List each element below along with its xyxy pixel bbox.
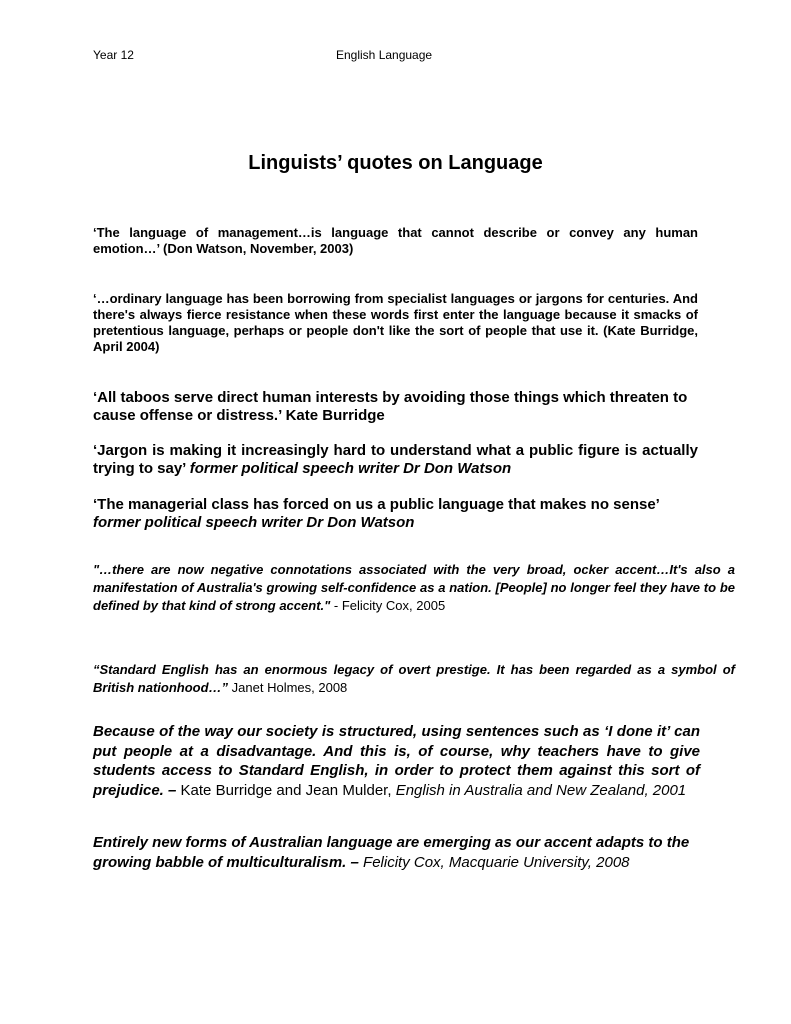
quote-burridge-taboos (93, 389, 698, 425)
quote-attribution: Kate Burridge and Jean Mulder, (176, 781, 396, 799)
quote-text: Entirely new forms of Australian language are emerging as our accent adapts to the growing babble of multiculturalism. – (93, 834, 690, 871)
quote-holmes-standard-english (93, 661, 735, 697)
quote-watson-managerial (93, 496, 698, 532)
quote-attribution: former political speech writer Dr Don Watson (93, 514, 415, 531)
quote-watson-jargon (93, 442, 698, 478)
quote-burridge-mulder (93, 722, 700, 800)
quote-text: Because of the way our society is structured, using sentences such as ‘I done it’ can put people at a disadvantage. And this is, of course, why teachers have to give students access to Standard English, in order to protect them against this sort of prejudice. – (93, 723, 700, 799)
quote-watson-management (93, 225, 698, 257)
quote-text: ‘All taboos serve direct human interests by avoiding those things which threaten to cause offense or distress.’ Kate Burridge (93, 389, 688, 424)
quote-text: "…there are now negative connotations associated with the very broad, ocker accent…It's also a manifestation of Australia's growing self-confidence as a nation. [People] no longer feel they have to be defined by that kind of strong accent." (93, 562, 735, 613)
quote-attribution: Janet Holmes, 2008 (228, 680, 348, 695)
quote-attribution: - Felicity Cox, 2005 (330, 598, 446, 613)
quote-text: ‘…ordinary language has been borrowing from specialist languages or jargons for centuries. And there's always fierce resistance when these words first enter the language because it smacks of pretentious language, perhaps or people don't like the sort of people that use it. (Kate Burridge, April 2004) (93, 291, 698, 354)
quote-burridge-jargon (93, 291, 698, 355)
quote-source: English in Australia and New Zealand, 2001 (395, 781, 687, 799)
header-subject: English Language (336, 48, 433, 62)
page-title: Linguists’ quotes on Language (248, 152, 543, 174)
quote-text: ‘The language of management…is language that cannot describe or convey any human emotion…’ (Don Watson, November, 2003) (93, 225, 698, 256)
quote-attribution: former political speech writer Dr Don Watson (189, 460, 512, 477)
quote-cox-multiculturalism (93, 833, 703, 872)
quote-text: ‘Jargon is making it increasingly hard to understand what a public figure is actually trying to say’ (93, 442, 698, 477)
quote-attribution: Felicity Cox, Macquarie University, 2008 (358, 853, 630, 871)
header-year: Year 12 (93, 48, 134, 62)
quote-text: “Standard English has an enormous legacy of overt prestige. It has been regarded as a symbol of British nationhood…” (93, 662, 735, 695)
quote-text: ‘The managerial class has forced on us a public language that makes no sense’ (93, 496, 660, 513)
quote-cox-accent (93, 561, 735, 615)
